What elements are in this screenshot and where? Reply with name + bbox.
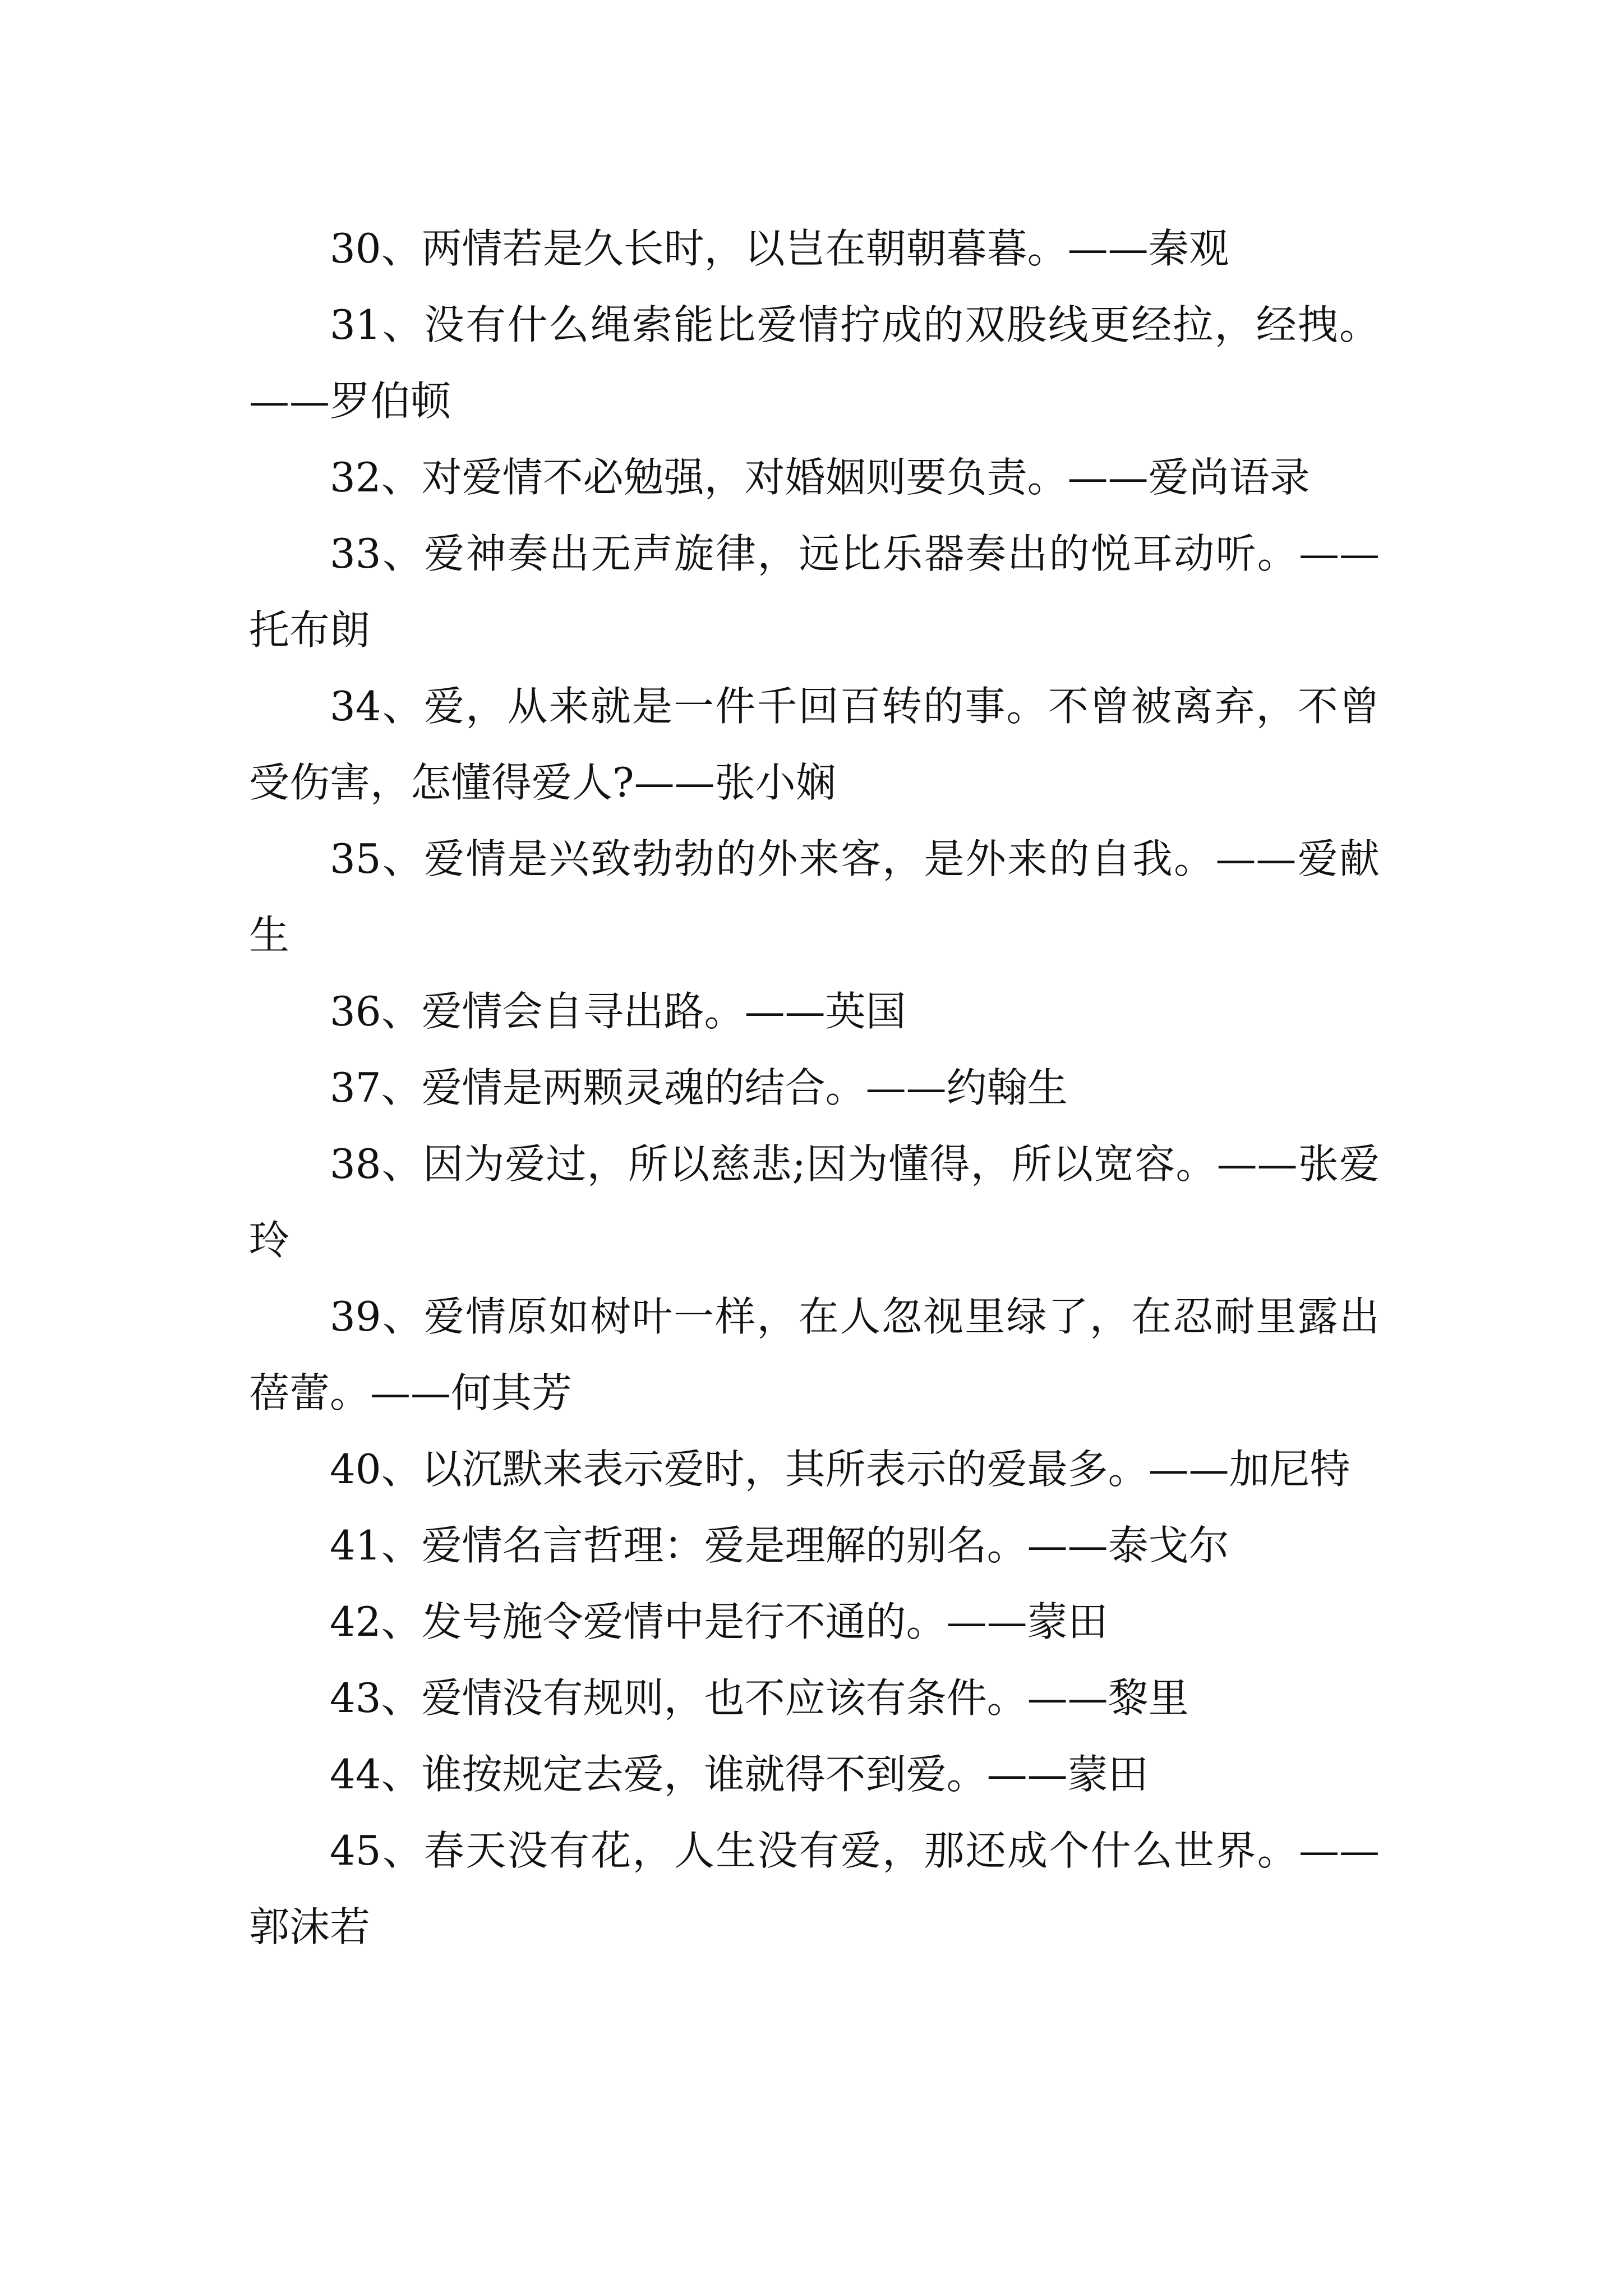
quote-paragraph-43: 43、爱情没有规则，也不应该有条件。——黎里: [330, 1674, 1189, 1722]
quote-list: [249, 210, 1380, 1965]
quote-paragraph-40: 40、以沉默来表示爱时，其所表示的爱最多。——加尼特: [330, 1446, 1350, 1493]
quote-paragraph-33: 33、爱神奏出无声旋律，远比乐器奏出的悦耳动听。——托布朗: [249, 530, 1380, 654]
quote-paragraph-44: 44、谁按规定去爱，谁就得不到爱。——蒙田: [330, 1751, 1149, 1798]
quote-paragraph-38: 38、因为爱过，所以慈悲;因为懂得，所以宽容。——张爱玲: [249, 1140, 1380, 1264]
quote-paragraph-39: 39、爱情原如树叶一样，在人忽视里绿了，在忍耐里露出蓓蕾。——何其芳: [249, 1293, 1380, 1416]
quote-paragraph-34: 34、爱，从来就是一件千回百转的事。不曾被离弃，不曾受伤害，怎懂得爱人?——张小娴: [249, 683, 1380, 806]
quote-paragraph-45: 45、春天没有花，人生没有爱，那还成个什么世界。——郭沫若: [249, 1827, 1380, 1950]
quote-paragraph-42: 42、发号施令爱情中是行不通的。——蒙田: [330, 1598, 1108, 1645]
quote-paragraph-35: 35、爱情是兴致勃勃的外来客，是外来的自我。——爱献生: [249, 835, 1380, 959]
quote-paragraph-36: 36、爱情会自寻出路。——英国: [330, 988, 906, 1035]
quote-paragraph-37: 37、爱情是两颗灵魂的结合。——约翰生: [330, 1064, 1068, 1111]
quote-paragraph-41: 41、爱情名言哲理：爱是理解的别名。——泰戈尔: [330, 1522, 1229, 1569]
quote-paragraph-31: 31、没有什么绳索能比爱情拧成的双股线更经拉，经拽。——罗伯顿: [249, 301, 1380, 425]
quote-paragraph-32: 32、对爱情不必勉强，对婚姻则要负责。——爱尚语录: [330, 454, 1310, 501]
quote-paragraph-30: 30、两情若是久长时，以岂在朝朝暮暮。——秦观: [330, 225, 1229, 272]
